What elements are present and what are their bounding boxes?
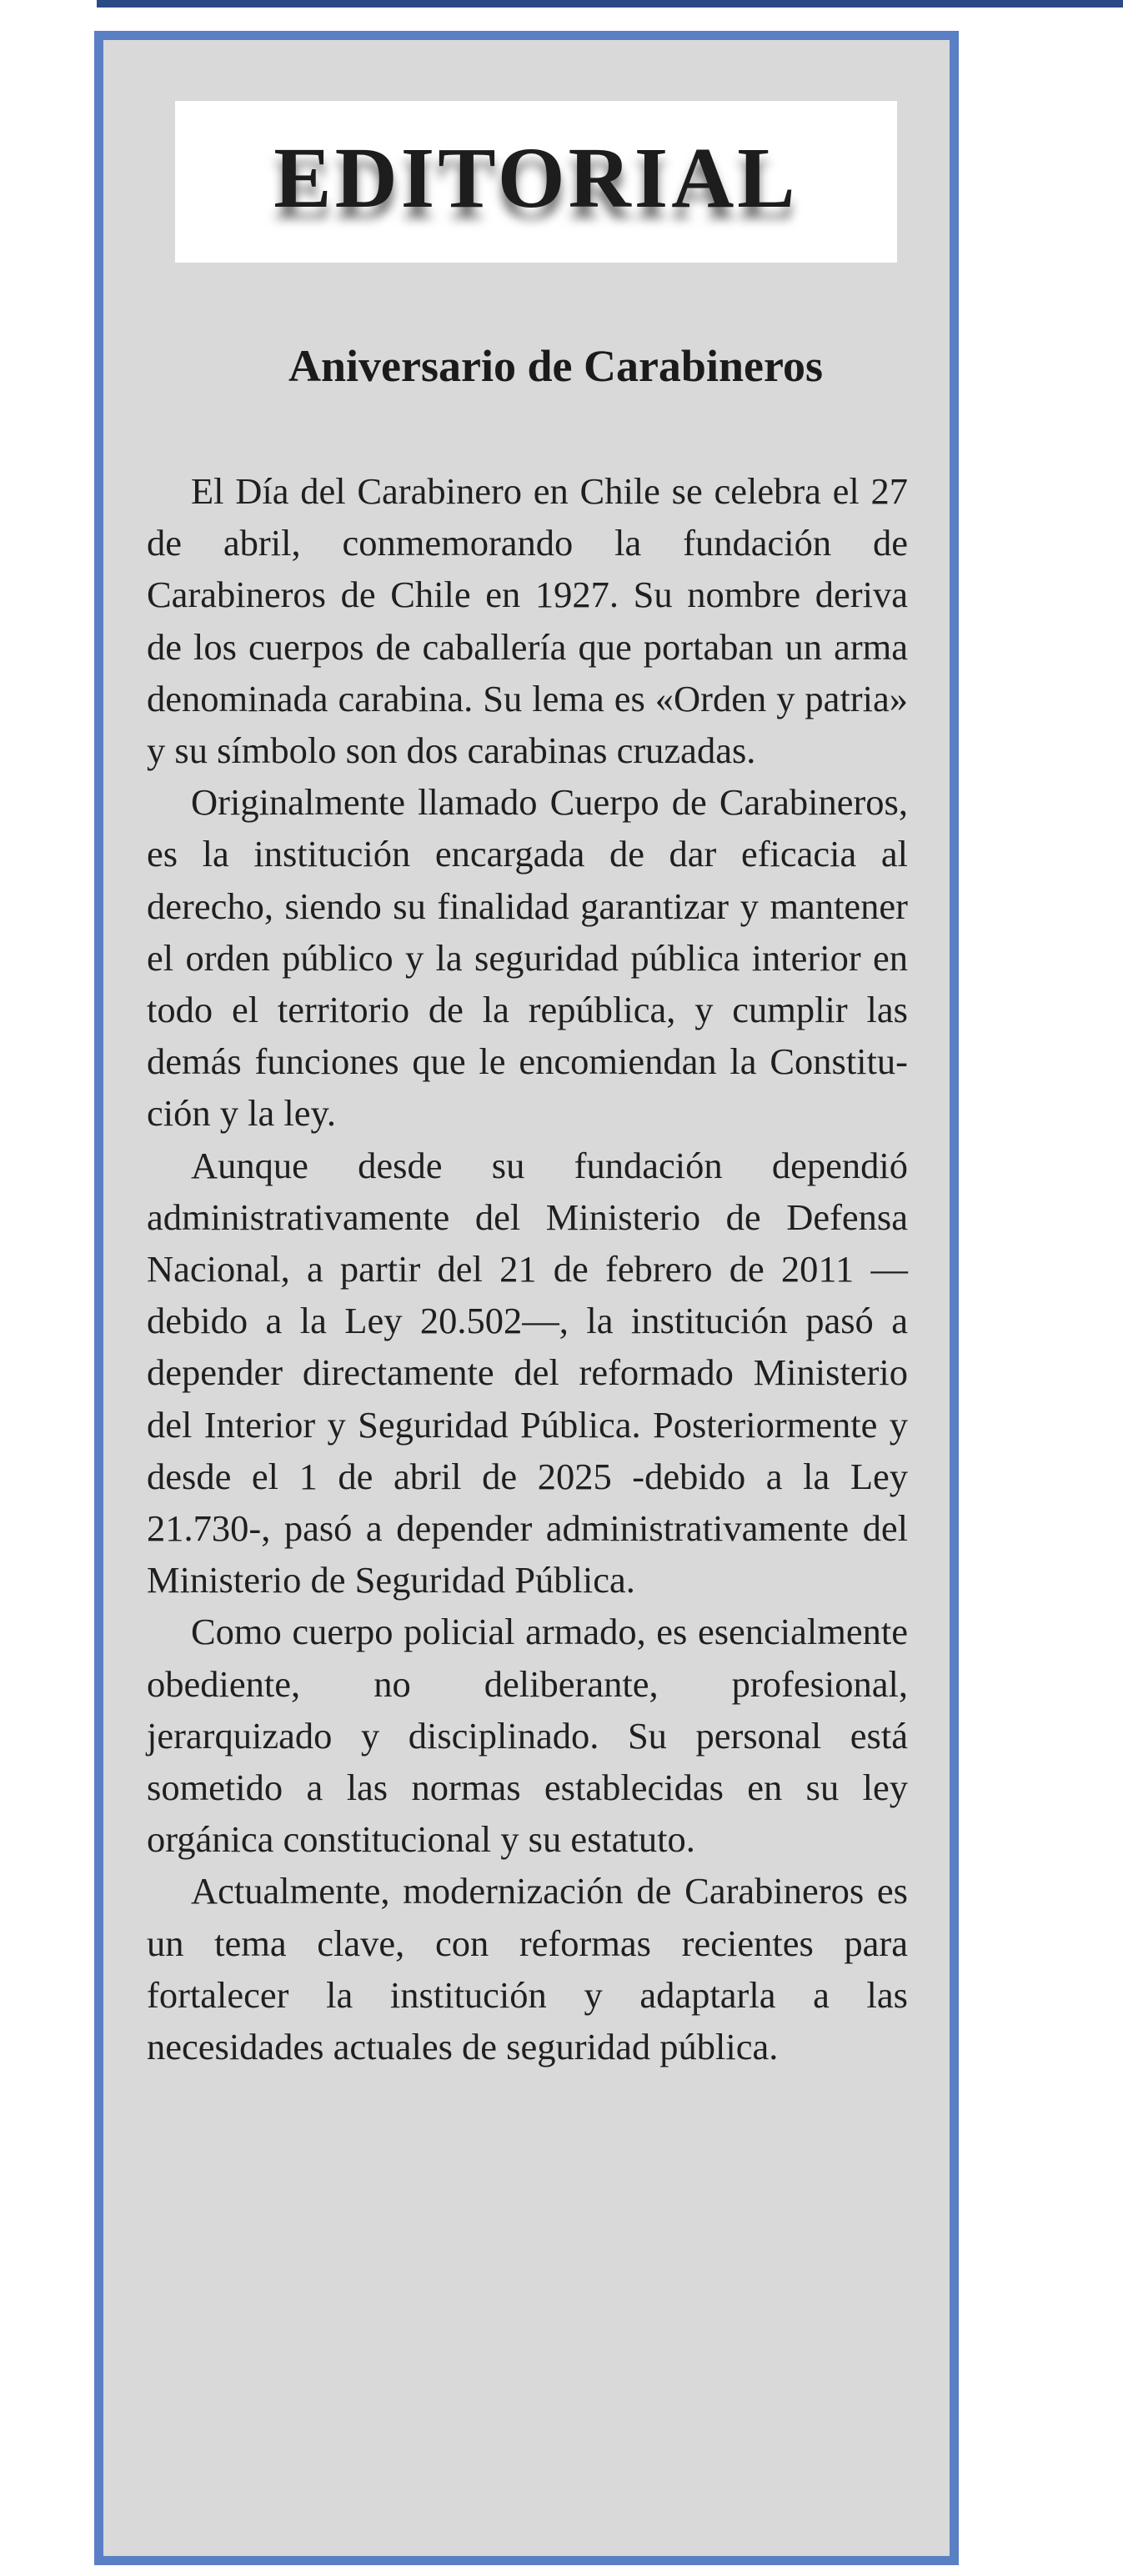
article-body bbox=[147, 465, 908, 2072]
article-paragraph: Aunque desde su fundación dependió administrativamente del Ministerio de Defensa Nacional, a partir del 21 de febrero de 2011 —debido a la Ley 20.502—, la institución pasó a depender directamente del reformado Ministerio del Interior y Seguridad Pública. Posteriormente y desde el 1 de abril de 2025 -debido a la Ley 21.730-, pasó a depender administrativamente del Ministerio de Seguridad Pública. bbox=[147, 1144, 908, 1601]
banner-title: EDITORIAL bbox=[273, 129, 799, 226]
top-blue-rule bbox=[97, 0, 1123, 8]
editorial-panel bbox=[94, 31, 959, 2565]
article-paragraph: Como cuerpo policial armado, es esencialmente obediente, no deliberante, profesional, jerarquizado y disciplinado. Su personal está sometido a las normas establecidas en su ley orgánica constitucional y su estatuto. bbox=[147, 1611, 908, 1861]
article-paragraph: Actualmente, modernización de Carabineros es un tema clave, con reformas recientes para fortalecer la institución y adaptarla a las necesidades actuales de seguridad pública. bbox=[147, 1870, 908, 2068]
editorial-banner bbox=[175, 101, 897, 263]
article-headline: Aniversario de Carabineros bbox=[288, 341, 823, 391]
article-paragraph: Originalmente llamado Cuerpo de Carabineros, es la institución encargada de dar eficacia al derecho, siendo su finalidad garantizar y mantener el orden público y la seguridad pública interior en todo el territorio de la república, y cumplir las demás funciones que le encomiendan la Constitución y la ley. bbox=[147, 781, 908, 1135]
article-paragraph: El Día del Carabinero en Chile se celebra el 27 de abril, conmemorando la fundación de Carabineros de Chile en 1927. Su nombre deriva de los cuerpos de caballería que portaban un arma denominada carabina. Su lema es «Orden y patria» y su símbolo son dos carabinas cruzadas. bbox=[147, 470, 908, 772]
